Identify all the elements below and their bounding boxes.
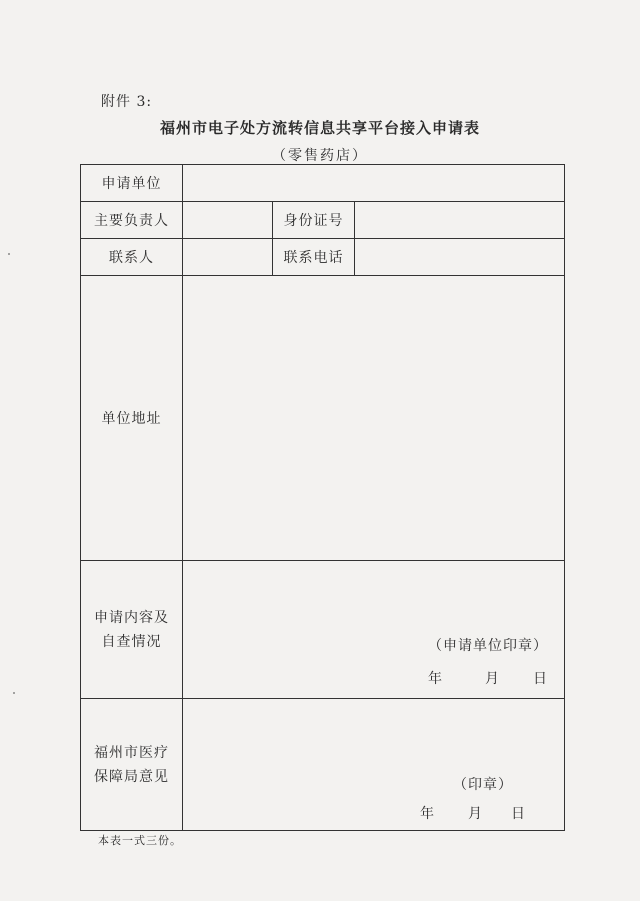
application-form-table [80, 164, 565, 831]
id-number-field[interactable] [355, 202, 565, 239]
bureau-date-year: 年 [420, 806, 434, 822]
applicant-unit-label: 申请单位 [81, 165, 183, 202]
scan-speck [8, 253, 10, 255]
row-contact [81, 239, 565, 276]
bureau-opinion-field[interactable] [183, 699, 565, 831]
content-date-month: 月 [485, 671, 499, 687]
id-number-label: 身份证号 [273, 202, 355, 239]
address-label: 单位地址 [81, 276, 183, 561]
contact-label: 联系人 [81, 239, 183, 276]
phone-field[interactable] [355, 239, 565, 276]
bureau-label [81, 699, 183, 831]
form-subtitle: （零售药店） [272, 148, 368, 164]
content-field[interactable] [183, 561, 565, 699]
scan-speck [13, 692, 15, 694]
contact-field[interactable] [183, 239, 273, 276]
address-field[interactable] [183, 276, 565, 561]
content-label-line1: 申请内容及 [94, 609, 169, 626]
content-date-year: 年 [428, 671, 442, 687]
bureau-label-line2: 保障局意见 [94, 768, 169, 785]
bureau-seal-text: （印章） [453, 777, 513, 793]
applicant-unit-field[interactable] [183, 165, 565, 202]
principal-label: 主要负责人 [81, 202, 183, 239]
row-principal [81, 202, 565, 239]
row-bureau-opinion [81, 699, 565, 831]
content-seal-text: （申请单位印章） [428, 638, 548, 654]
footnote: 本表一式三份。 [98, 834, 182, 847]
content-label-line2: 自查情况 [101, 633, 162, 650]
bureau-date-month: 月 [468, 806, 482, 822]
attachment-label: 附件 3: [101, 94, 153, 110]
phone-label: 联系电话 [273, 239, 355, 276]
row-application-content [81, 561, 565, 699]
content-date-day: 日 [533, 671, 547, 687]
row-applicant-unit [81, 165, 565, 202]
bureau-date-day: 日 [511, 806, 525, 822]
principal-field[interactable] [183, 202, 273, 239]
content-label [81, 561, 183, 699]
bureau-label-line1: 福州市医疗 [94, 744, 169, 761]
form-title: 福州市电子处方流转信息共享平台接入申请表 [159, 119, 480, 137]
row-address [81, 276, 565, 561]
